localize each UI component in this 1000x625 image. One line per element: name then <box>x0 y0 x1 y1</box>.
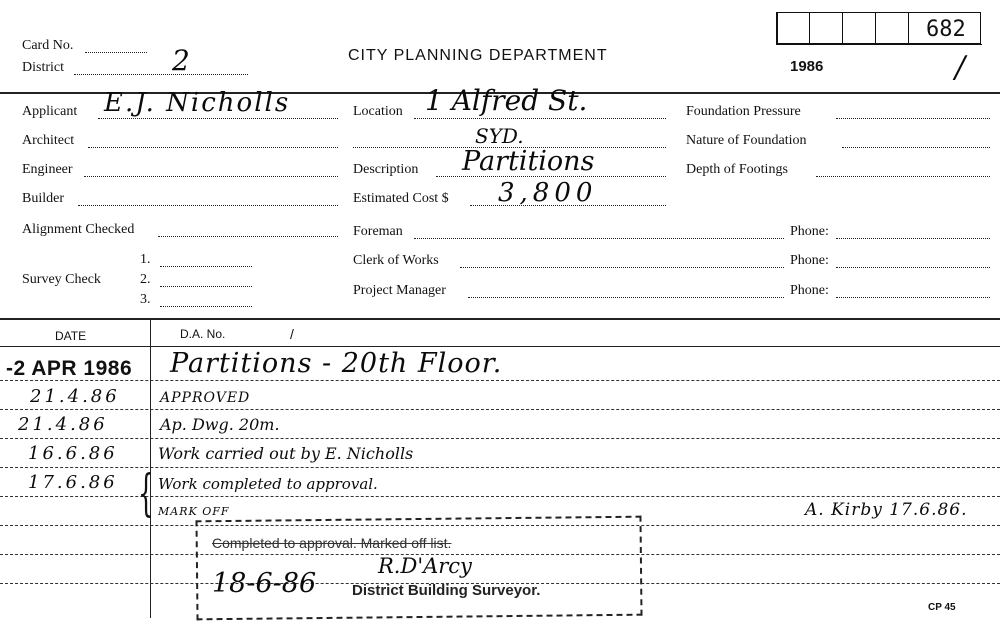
date-header: DATE <box>55 329 87 343</box>
foundation-pressure-label: Foundation Pressure <box>686 104 801 119</box>
row-3-date: 16.6.86 <box>28 443 118 464</box>
card-number: 682 <box>926 17 966 42</box>
stamp-date: 18-6-86 <box>212 568 317 599</box>
depth-of-footings-label: Depth of Footings <box>686 162 788 177</box>
stamp-line-1: Completed to approval. Marked off list. <box>212 535 452 551</box>
row-4-date: 17.6.86 <box>28 472 118 493</box>
foreman-label: Foreman <box>353 224 403 239</box>
phone-label-3: Phone: <box>790 283 829 298</box>
row-5-entry: MARK OFF <box>158 505 230 518</box>
stamp-signature: R.D'Arcy <box>378 554 472 578</box>
row-0-date: -2 APR 1986 <box>6 357 133 380</box>
stamp-role: District Building Surveyor. <box>352 582 541 599</box>
description-label: Description <box>353 162 419 177</box>
location-label: Location <box>353 104 403 119</box>
applicant-value: E.J. Nicholls <box>104 88 291 118</box>
row-1-entry: APPROVED <box>160 390 251 406</box>
row-0-entry: Partitions - 20th Floor. <box>170 348 503 379</box>
da-value: / <box>290 326 294 342</box>
location-value-2: SYD. <box>475 124 524 148</box>
department-title: CITY PLANNING DEPARTMENT <box>348 47 608 64</box>
clerk-label: Clerk of Works <box>353 253 439 268</box>
row-4-entry: Work completed to approval. <box>158 475 378 493</box>
row-3-entry: Work carried out by E. Nicholls <box>158 444 414 463</box>
year-mark: / <box>955 50 966 85</box>
cost-label: Estimated Cost $ <box>353 191 449 206</box>
applicant-label: Applicant <box>22 104 78 119</box>
survey-label: Survey Check <box>22 272 101 287</box>
district-line <box>74 74 248 75</box>
pm-label: Project Manager <box>353 283 446 298</box>
builder-label: Builder <box>22 191 64 206</box>
survey-2: 2. <box>140 272 151 287</box>
da-header: D.A. No. <box>180 327 226 341</box>
alignment-label: Alignment Checked <box>22 222 135 237</box>
survey-3: 3. <box>140 292 151 307</box>
architect-label: Architect <box>22 133 75 148</box>
phone-label-1: Phone: <box>790 224 829 239</box>
location-value: 1 Alfred St. <box>425 84 588 117</box>
signoff: A. Kirby 17.6.86. <box>805 500 968 520</box>
nature-of-foundation-label: Nature of Foundation <box>686 133 807 148</box>
row-2-date: 21.4.86 <box>18 414 108 435</box>
phone-label-2: Phone: <box>790 253 829 268</box>
engineer-label: Engineer <box>22 162 73 177</box>
row-1-date: 21.4.86 <box>30 386 120 407</box>
district-value: 2 <box>172 44 190 77</box>
district-label: District <box>22 60 64 75</box>
survey-1: 1. <box>140 252 151 267</box>
log-header-rule <box>0 346 1000 347</box>
cost-value: 3,800 <box>498 178 598 208</box>
row-2-entry: Ap. Dwg. 20m. <box>160 415 280 434</box>
form-code: CP 45 <box>928 602 956 613</box>
card-no-label: Card No. <box>22 38 74 53</box>
year: 1986 <box>790 58 824 75</box>
brace: { <box>138 464 154 522</box>
card-no-line <box>85 52 147 53</box>
description-value: Partitions <box>462 146 595 177</box>
